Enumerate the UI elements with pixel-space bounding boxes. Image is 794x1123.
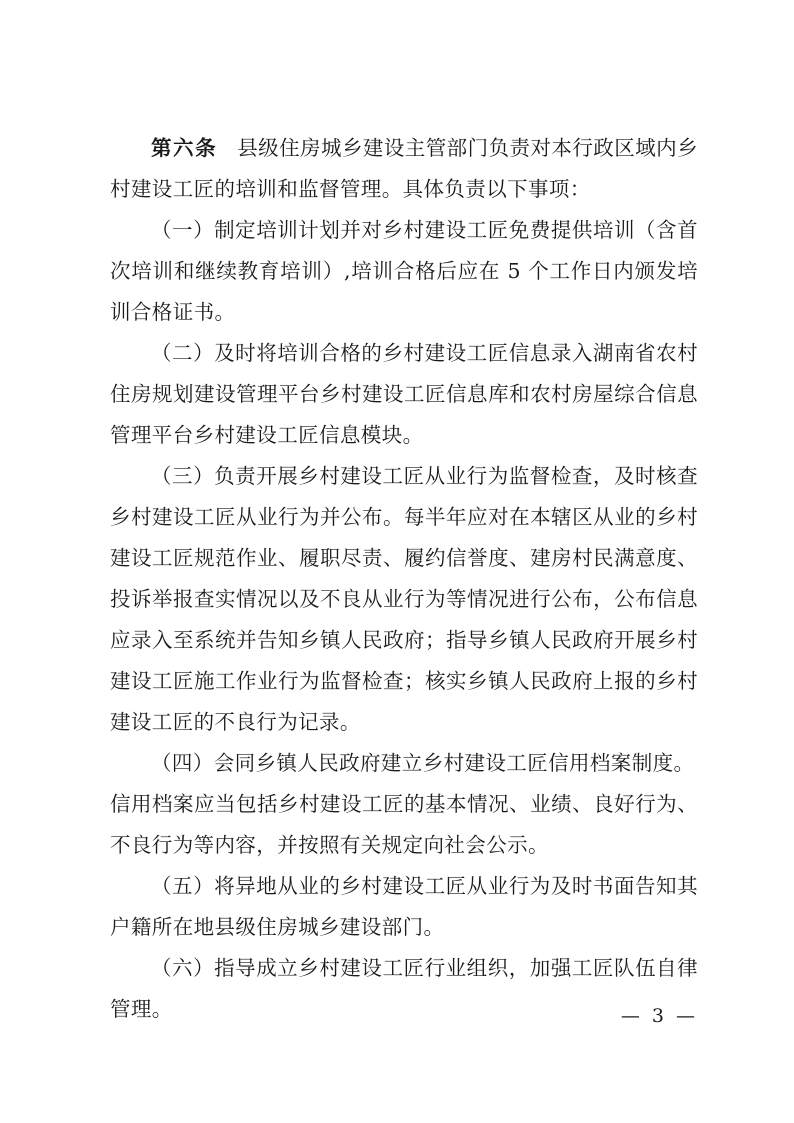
clause-paragraph-2: （二）及时将培训合格的乡村建设工匠信息录入湖南省农村住房规划建设管理平台乡村建设工匠信息库和农村房屋综合信息管理平台乡村建设工匠信息模块。 (110, 341, 698, 447)
article-label: 第六条 (151, 136, 218, 160)
clause-paragraph-5: （五）将异地从业的乡村建设工匠从业行为及时书面告知其户籍所在地县级住房城乡建设部门。 (110, 874, 698, 939)
clause-paragraph-1: （一）制定培训计划并对乡村建设工匠免费提供培训（含首次培训和继续教育培训）,培训合格后应在 5 个工作日内颁发培训合格证书。 (110, 218, 698, 324)
clause-paragraph-4-continued: 信用档案应当包括乡村建设工匠的基本情况、业绩、良好行为、不良行为等内容，并按照有关规定向社会公示。 (110, 792, 698, 857)
clause-paragraph-4: （四）会同乡镇人民政府建立乡村建设工匠信用档案制度。 (151, 751, 695, 775)
clause-paragraph-3: （三）负责开展乡村建设工匠从业行为监督检查，及时核查乡村建设工匠从业行为并公布。每半年应对在本辖区从业的乡村建设工匠规范作业、履职尽责、履约信誉度、建房村民满意度、投诉举报查实情况以及不良从业行为等情况进行公布，公布信息应录入至系统并告知乡镇人民政府；指导乡镇人民政府开展乡村建设工匠施工作业行为监督检查；核实乡镇人民政府上报的乡村建设工匠的不良行为记录。 (110, 464, 698, 734)
article-intro-text: 县级住房城乡建设主管部门负责对本行政区域内乡村建设工匠的培训和监督管理。具体负责以下事项： (110, 136, 698, 201)
page-number: — 3 — (620, 1005, 698, 1027)
clause-paragraph-6: （六）指导成立乡村建设工匠行业组织，加强工匠队伍自律管理。 (110, 956, 698, 1021)
article-heading-paragraph (110, 128, 698, 210)
document-body (110, 128, 698, 1030)
